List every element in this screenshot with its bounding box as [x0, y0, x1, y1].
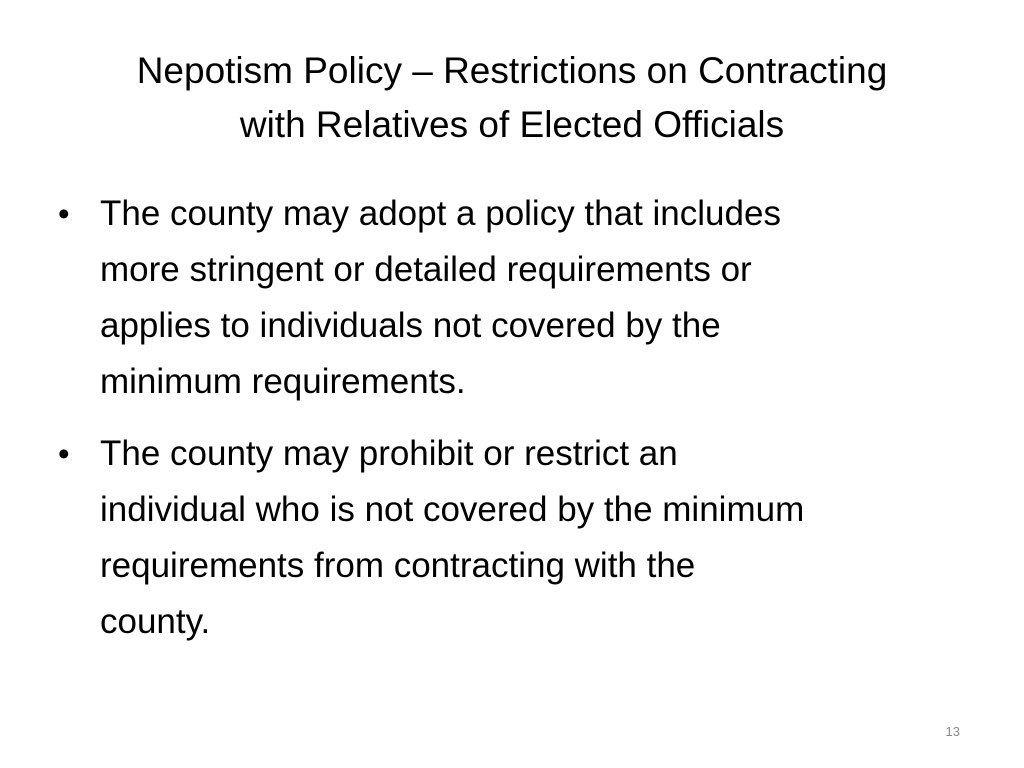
bullet-item — [58, 186, 978, 410]
bullet-text-line: more stringent or detailed requirements or — [100, 250, 752, 289]
slide-title-line: Nepotism Policy – Restrictions on Contracting — [136, 50, 888, 91]
bullet-text-line: requirements from contracting with the — [100, 546, 696, 585]
bullet-text-line: individual who is not covered by the minimum — [100, 490, 805, 529]
bullet-icon: • — [58, 195, 70, 232]
slide-title — [60, 44, 964, 152]
page-number: 13 — [945, 724, 960, 739]
bullet-text-line: The county may prohibit or restrict an — [100, 434, 678, 473]
bullet-text-line: minimum requirements. — [100, 362, 466, 401]
bullet-list — [58, 186, 978, 666]
slide-title-line: with Relatives of Elected Officials — [239, 104, 785, 145]
bullet-text-line: applies to individuals not covered by the — [100, 306, 721, 345]
bullet-icon: • — [58, 435, 70, 472]
bullet-text-line: The county may adopt a policy that includes — [100, 194, 781, 233]
bullet-item — [58, 426, 978, 650]
bullet-text-line: county. — [100, 602, 211, 641]
